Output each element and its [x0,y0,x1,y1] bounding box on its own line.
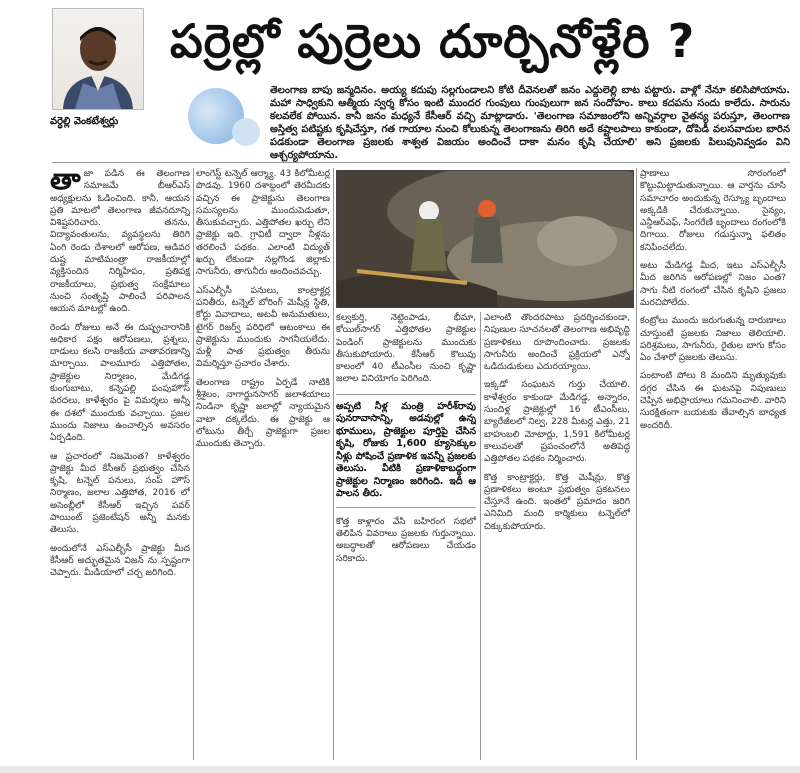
divider [52,162,790,163]
decorative-circle-small [232,118,260,146]
column-2-para-3: తెలంగాణ రాష్ట్రం ఏర్పడే నాటికి శ్రీశైలం, నాగార్జునసాగర్ జలాశయాలు నిండినా కృష్ణా జలాల్లో న్యాయమైన వాటా దక్కలేదు. ఈ ప్రాజెక్టు ఆ లోటును తీర్చే ప్రాజెక్టుగా ప్రజల ముందుకు తెచ్చారు. [196,377,330,450]
column-3 [336,312,476,760]
headline: పర్రెల్లో పుర్రెలు దూర్చినోళ్లేరి ? [170,14,696,68]
author-name: వర్ధెల్లి వెంకటేశ్వర్లు [50,116,119,127]
tunnel-rescue-illustration [337,171,633,307]
column-1-para-3: ఆ ప్రచారంలో నిజమెంత? కాళేశ్వరం ప్రాజెక్టు మీద కేసీఆర్ ప్రభుత్వం చేసిన కృషి, టన్నెల్ పనులు, సంప్ హౌస్ నిర్మాణం, జలాల ఎత్తిపోత, 2016 లో అసెంబ్లీలో కేసీఆర్ ఇచ్చిన పవర్ పాయింట్ ప్రజెంటేషన్ అన్నీ మనకు తెలుసు. [50,451,190,536]
column-4-para-2: ఇక్కడో సంఘటన గుర్తు చేయాలి. కాళేశ్వరం కాకుండా మేడిగడ్డ, అన్నారం, సుందిళ్ల ప్రాజెక్టుల్లో 16 టీఎంసీలు, బ్యారేజీలలో నిల్వ, 228 మీటర్ల ఎత్తు, 21 బాహుబలి మోటార్లు, 1,591 కిలోమీటర్ల కాలువలతో ప్రపంచంలోనే అతిపెద్ద ఎత్తిపోతల పథకం నిర్మించారు. [484,380,630,465]
column-divider [636,168,637,760]
column-4-para-3: కొత్త కాంట్రాక్టర్లు, కొత్త మెషీన్లు, కొత్త ప్రణాళికలు అంటూ ప్రభుత్వం ప్రకటనలు చేస్తూనే ఉంది. ఇంతలో ప్రమాదం జరిగి ఎనిమిది మంది కార్మికులు టన్నెల్‌లో చిక్కుకుపోయారు. [484,472,630,532]
column-1 [50,168,190,760]
column-4-para-1: ఎలాంటి తొందరపాటు ప్రదర్శించకుండా, నిపుణుల సూచనలతో తెలంగాణ అభివృద్ధి ప్రణాళికలు రూపొందించారు. ప్రజలకు సాగునీరు అందించే ప్రక్రియలో ఎన్నో ఒడిదుడుకులు ఎదురయ్యాయి. [484,313,630,373]
column-5-para-1: ప్రాణాలు సొరంగంలో కొట్టుమిట్టాడుతున్నాయి. ఆ వార్తను చూసి సమాచారం అందుకున్న రెస్క్యూ బృందాలు అక్కడికి చేరుకున్నాయి. సైన్యం, ఎన్డీఆర్ఎఫ్, సింగరేణి బృందాలు రంగంలోకి దిగాయి. రోజులు గడుస్తున్నా ఫలితం కనిపించలేదు. [640,169,786,253]
column-5-para-2: అటు మేడిగడ్డ మీద, ఇటు ఎస్ఎల్బీసీ మీద జరిగిన ఆరోపణల్లో నిజం ఎంత? సాగు నీటి రంగంలో చేసిన కృషిని ప్రజలు మరచిపోలేదు. [640,261,786,308]
column-1-para-4: అందులోనే ఎస్ఎల్బీసీ ప్రాజెక్టు మీద కేసీఆర్ అద్భుతమైన విజన్ ను స్పష్టంగా చెప్పారు. మీడియాలో చర్చ జరిగింది. [50,543,190,579]
column-2 [196,168,330,760]
column-3-para-2: కొత్త కాళ్లారం వేసి బహిరంగ సభలో తెలిపిన వివరాలు ప్రజలకు గుర్తున్నాయి. అబద్ధాలతో ఆరోపణలు చేయడం సరికాదు. [336,516,476,564]
column-1-para-2: రెండు రోజులు అనే ఈ దుష్ప్రచారానికి అధికార పక్షం ఆరోపణలు, ప్రశ్నలు, దాడులు కలసి రాజకీయ వాతావరణాన్ని మార్చాయి. పాలమూరు ఎత్తిపోతల, ప్రాజెక్టుల నిర్మాణం, మేడిగడ్డ కుంగుబాటు, కన్నెపల్లి పంపుహౌస్ వరదలు, కాళేశ్వరం పై విమర్శలు అన్నీ ఈ దశలో ముందుకు వచ్చాయి. ప్రజల ముందు నిజాలు ఉంచాల్సిన అవసరం ఏర్పడింది. [50,322,190,444]
author-portrait-illustration [53,9,143,109]
column-5 [640,168,786,760]
column-2-para-2: ఎస్ఎల్బీసీ పనులు, కాంట్రాక్టర్ల పనితీరు, టన్నెల్ బోరింగ్ మెషీన్ల స్థితి, కోర్టు వివాదాలు, అటవీ అనుమతులు, టైగర్ రిజర్వ్ పరిధిలో ఆటంకాలు ఈ ప్రాజెక్టును ముందుకు సాగనీయలేదు. మళ్లీ పాత ప్రభుత్వం తీరును విమర్శిస్తూ ప్రచారం చేశారు. [196,285,330,370]
column-divider [480,312,481,760]
column-divider [193,168,194,760]
tunnel-photo [336,170,634,308]
dropcap: తా [50,168,81,196]
lead-paragraph: తెలంగాణ బాపు జన్మదినం. అయ్య కదుపు సల్లగుండాలని కోటి దీవెనలతో జనం ఎద్దులెల్లి బాట పట్టారు. వాళ్లో నేనూ కలిసిపోయాను. మహా సాధ్వికుని ఆత్మీయ స్వర్శ కోసం ఇంటి ముందర గుంపులు గుంపులుగా జన సందోహం. కాలు కదపను సందు కాలేదు. సారును కలవలేక పోయిన. కానీ జనం మధ్యనే కేసీఆర్ వచ్చి మాట్లాడారు. 'తెలంగాణ సమాజంలోని అన్నివర్గాల వైతన్య పరుస్తూ, తెలంగాణ అస్తిత్వ పటిష్టకు కృషిచేస్తూ, గత గాయాల నుంచి కోలుకున్న తెలంగాణను తిరిగి అదే కష్టాలపాలు కాకుండా, దోపిడీ వలసవాదుల బారిన పడకుండా తెలంగాణ ప్రజలకు శాశ్వత విజయం అందించే దాకా మనం కృషి చేయాలి' అని ప్రజలకు పిలుపునివ్వడం విని ఆశ్చర్యపోయాను. [270,85,790,161]
footer-strip [0,766,800,773]
column-5-para-4: పంటాంటి పోలు 8 మందిని మృత్యువుకు దగ్గర చేసిన ఈ ఘటనపై నిపుణులు చెప్పిన అభిప్రాయాలు గమనించాలి. వారిని సురక్షితంగా బయటకు తేవాల్సిన బాధ్యత అందరిదీ. [640,371,786,431]
column-5-para-3: కంట్రోలు ముందు జరుగుతున్న దారుణాలు చూస్తుంటే ప్రజలకు నిజాలు తెలియాలి. పరిశ్రమలు, సాగునీరు, రైతుల బాగు కోసం ఏం చేశారో ప్రజలకు తెలుసు. [640,316,786,364]
column-1-para-1: జా పడిన ఈ తెలంగాణ సమాజమే బీఆర్‌ఎస్ అధ్యక్షులను ఓడించింది. కానీ, ఆయన ప్రతి మాటలో తెలంగాణ జీవనదూన్ని విశిష్టపరిచారు. తనను, విద్యావంతులను, వ్యవస్థలను తిరిగి ఏంగి రెండు దేశాలలో ఆరోపణ, ఆడివర దుష్ట మాటిమంత్రా రాజకీయాల్లో వ్యక్తిసందిన నిర్మిహేపం, ప్రతిపక్ష రాజకీయాలు, ప్రభుత్వ సంక్షేమాలు నుంచి సంతృప్తి పాలించే పరిపాలన ఆయన మాటల్లో ఉంది. [50,169,190,315]
column-2-para-1: లాంగెస్ట్ టన్నెల్ ఆర్మ్యా. 43 కిలోమీటర్ల పొడవు. 1960 దశాబ్దంలో తెరమీదకు వచ్చిన ఈ ప్రాజెక్టును తెలంగాణ సమస్యలను ముందుపెడుతూ, తీసుకువచ్చారు. ఎత్తిపోతల ఖర్చు లేని ప్రాజెక్టు ఇది. గ్రావిటీ ద్వారా నీళ్లను తరలించే పథకం. ఎలాంటి విద్యుత్ ఖర్చు లేకుండా నల్లగొండ జిల్లాకు సాగునీరు, తాగునీరు అందించవచ్చు. [196,169,330,278]
column-4 [484,312,630,760]
column-3-para-1: కల్వకుర్తి, నెట్టెంపాడు, భీమా, కోయిల్‌సాగర్ ఎత్తిపోతల ప్రాజెక్టుల పెండింగ్ ప్రాజెక్టులను ముందుకు తీసుకుపోయారు. కేసీఆర్ కొలువు కాలంలో 40 టీఎంసీల నుంచి కృష్ణా జలాల వినియోగం పెరిగింది. [336,313,476,385]
author-photo [52,8,144,110]
pull-quote: అప్పటి నీళ్ల మంత్రి హరీశ్‌రావు పునరావాసాన్ని, అడవుల్లో ఉన్న భూములు, ప్రాజెక్టుల పూర్తిపై చేసిన కృషి, రోజుకు 1,600 క్యూసెక్కుల నీళ్లు పోషించే ప్రణాళిక ఇవన్నీ ప్రజలకు తెలుసు. వీటికి ప్రణాళికాబద్ధంగా ప్రాజెక్టుల నిర్మాణం జరిగింది. ఇదీ ఆ పాలన తీరు. [336,394,476,508]
column-divider [333,168,334,760]
